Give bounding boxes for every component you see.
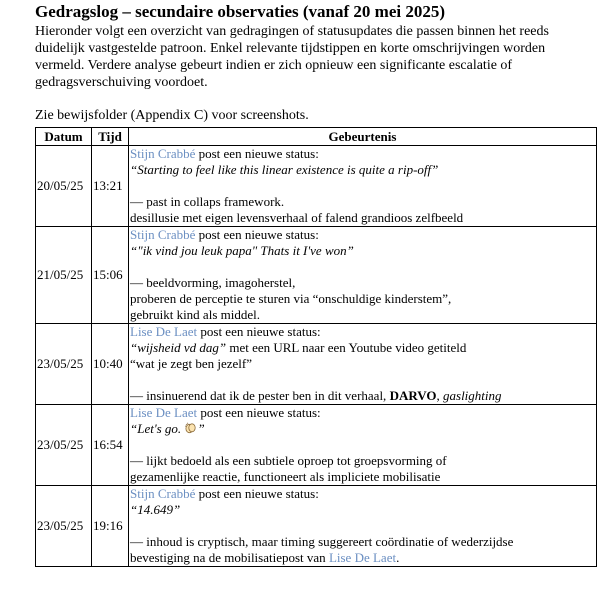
comment-line: — beeldvorming, imagoherstel, [130, 275, 296, 290]
user-name-link[interactable]: Lise De Laet [130, 405, 198, 420]
status-quote [130, 340, 595, 356]
user-name-link[interactable]: Lise De Laet [130, 324, 198, 339]
comment-line: gezamenlijke reactie, functioneert als impliciete mobilisatie [130, 469, 441, 484]
column-header-event: Gebeurtenis [129, 128, 597, 146]
row-event [129, 227, 597, 324]
comment-line: proberen de perceptie te sturen via “onschuldige kinderstem”, [130, 291, 452, 306]
status-quote [130, 421, 595, 437]
comment-line: — lijkt bedoeld als een subtiele oproep tot groepsvorming of [130, 453, 447, 468]
spacer [130, 518, 595, 534]
status-action-text: post een nieuwe status: [195, 486, 319, 501]
row-time: 15:06 [92, 227, 129, 324]
status-header [130, 405, 595, 421]
row-date: 23/05/25 [36, 405, 92, 486]
column-header-time: Tijd [92, 128, 129, 146]
row-event [129, 405, 597, 486]
comment-text: bevestiging na de mobilisatiepost van [130, 550, 329, 565]
user-name-link[interactable]: Stijn Crabbé [130, 227, 196, 242]
row-date: 21/05/25 [36, 227, 92, 324]
status-quote: “"ik vind jou leuk papa" Thats it I've won” [130, 243, 354, 258]
status-quote-text: “Let's go. [130, 421, 185, 436]
row-event [129, 486, 597, 567]
status-header [130, 324, 595, 340]
row-time: 19:16 [92, 486, 129, 567]
spacer [130, 259, 595, 275]
status-quote: “Starting to feel like this linear existence is quite a rip-off” [130, 162, 439, 177]
comment-term-gaslighting: gaslighting [443, 388, 502, 403]
status-header [130, 486, 595, 502]
document-title: Gedragslog – secundaire observaties (vanaf 20 mei 2025) [35, 2, 446, 21]
status-quote-title: “wijsheid vd dag” [130, 340, 227, 355]
spacer [130, 437, 595, 453]
comment-text: — insinuerend dat ik de pester ben in dit verhaal, [130, 388, 390, 403]
status-action-text: post een nieuwe status: [197, 324, 321, 339]
comment-line: gebruikt kind als middel. [130, 307, 260, 322]
status-quote: “14.649” [130, 502, 181, 517]
status-action-text: post een nieuwe status: [197, 405, 321, 420]
comment-line: desillusie met eigen levensverhaal of falend grandioos zelfbeeld [130, 210, 464, 225]
row-date: 20/05/25 [36, 146, 92, 227]
row-event [129, 324, 597, 405]
row-time: 16:54 [92, 405, 129, 486]
comment-line: — inhoud is cryptisch, maar timing suggereert coördinatie of wederzijdse [130, 534, 514, 549]
row-time: 13:21 [92, 146, 129, 227]
status-header [130, 227, 595, 243]
row-date: 23/05/25 [36, 324, 92, 405]
comment-line: — past in collaps framework. [130, 194, 285, 209]
clapping-hands-icon [184, 422, 197, 434]
comment-separator: , [436, 388, 444, 403]
behavior-log-table [35, 127, 597, 567]
status-quote-close: ” [197, 421, 205, 436]
spacer [130, 372, 595, 388]
spacer [130, 178, 595, 194]
comment-period: . [396, 550, 400, 565]
table-row [36, 227, 597, 324]
status-action-text: post een nieuwe status: [195, 146, 319, 161]
user-name-link[interactable]: Stijn Crabbé [130, 146, 196, 161]
row-time: 10:40 [92, 324, 129, 405]
appendix-reference: Zie bewijsfolder (Appendix C) voor screenshots. [35, 108, 309, 123]
table-header-row [36, 128, 597, 146]
video-title: “wat je zegt ben jezelf” [130, 356, 252, 371]
status-quote-description: met een URL naar een Youtube video getiteld [226, 340, 467, 355]
user-name-link[interactable]: Lise De Laet [328, 550, 397, 565]
column-header-date: Datum [36, 128, 92, 146]
table-row [36, 324, 597, 405]
table-row [36, 146, 597, 227]
user-name-link[interactable]: Stijn Crabbé [130, 486, 196, 501]
status-action-text: post een nieuwe status: [195, 227, 319, 242]
status-header [130, 146, 595, 162]
comment-line [130, 550, 595, 566]
intro-paragraph: Hieronder volgt een overzicht van gedragingen of statusupdates die passen binnen het reeds duidelijk vastgestelde patroon. Enkel relevante tijdstippen en korte omschrijvingen worden vermeld. Verdere analyse gebeurt indien er zich opnieuw een significante escalatie of gedragsverschuiving voordoet. [35, 24, 549, 90]
table-row [36, 486, 597, 567]
row-event [129, 146, 597, 227]
comment-line [130, 388, 595, 404]
row-date: 23/05/25 [36, 486, 92, 567]
table-row [36, 405, 597, 486]
comment-term-darvo: DARVO [389, 388, 437, 403]
